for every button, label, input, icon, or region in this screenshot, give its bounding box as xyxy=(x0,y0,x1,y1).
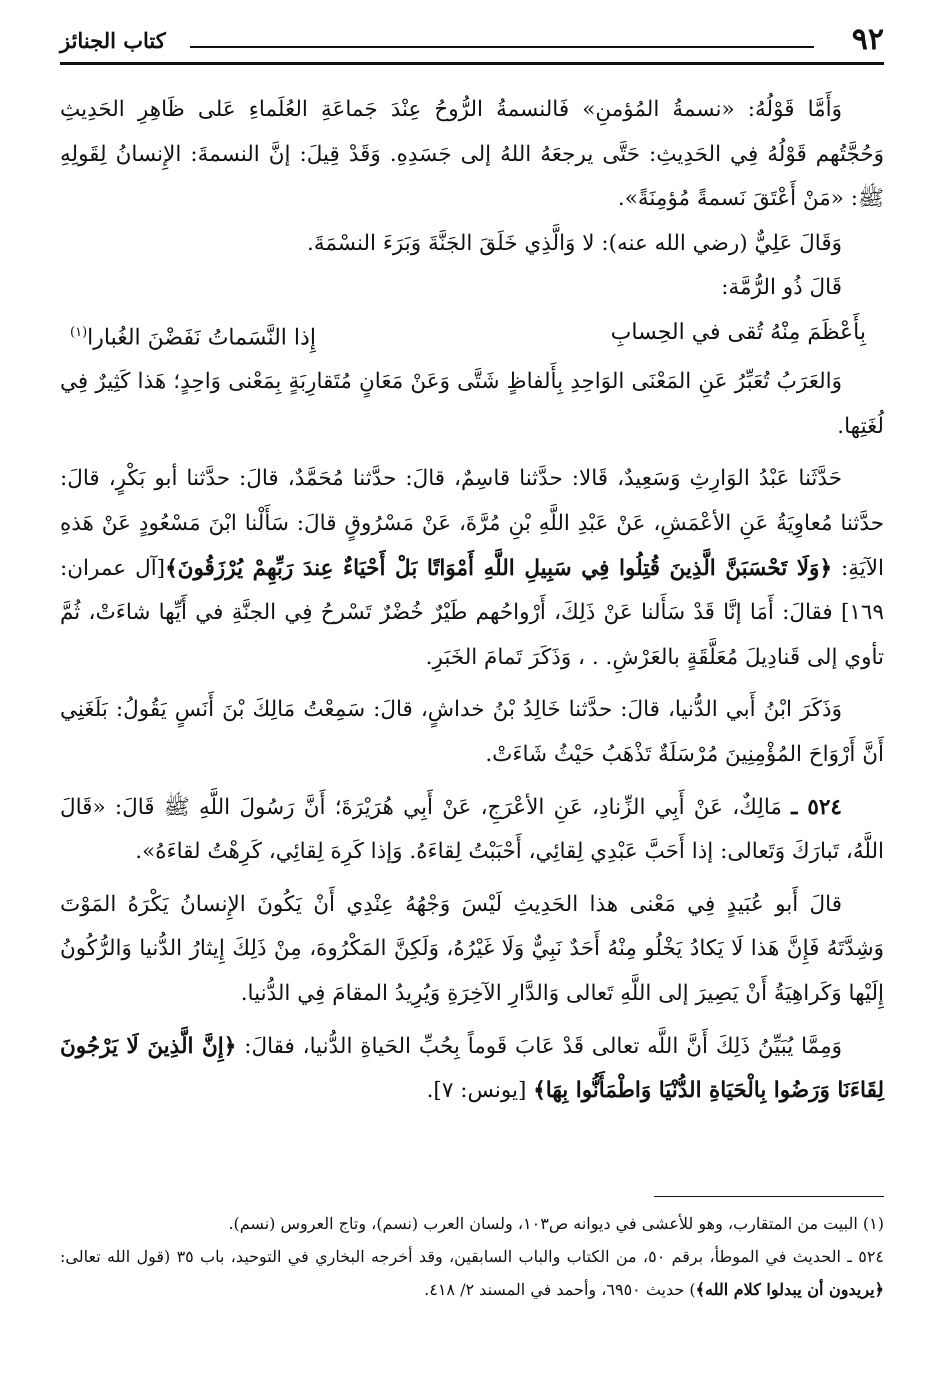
hadith-number: ٥٢٤ ـ xyxy=(791,794,842,820)
hadith-chain: حَدَّثَنا عَبْدُ الوَارِثِ وَسَعِيدٌ، قَالا: حدَّثنا قاسِمٌ، قالَ: حدَّثنا مُحَمَّدٌ، قالَ: حدَّثنا أبو بَكْرٍ، قالَ: حدَّثنا مُعاوِيَةُ عَنِ الأعْمَشِ، عَنْ عَبْدِ اللَّهِ بْنِ مُرَّةَ، عَنْ مَسْرُوقٍ قالَ: سَأَلْنا ابْنَ مَسْعُودٍ عَنْ هَذهِ الآيَةِ: xyxy=(60,466,884,581)
paragraph-hadith-524 xyxy=(60,786,884,875)
paragraph-ibn-abi-dunya: وَذَكَرَ ابْنُ أَبي الدُّنيا، قالَ: حدَّثنا خَالِدُ بْنُ خداشٍ، قالَ: سَمِعْتُ مَالِكَ بْنَ أَنَسٍ يَقُولُ: بَلَغَنِي أَنَّ أَرْوَاحَ المُؤْمِنِينَ مُرْسَلَةٌ تَذْهَبُ حَيْثُ شَاءَتْ. xyxy=(60,697,884,768)
poetry-verse xyxy=(60,311,884,360)
paragraph-quran-yunus xyxy=(60,1025,884,1114)
quran-verse-yunus: ﴿إِنَّ الَّذِينَ لَا يَرْجُونَ لِقَاءَنَا وَرَضُوا بِالْحَيَاةِ الدُّنْيَا وَاطْمَأَنُّوا بِهَا﴾ xyxy=(60,1033,884,1104)
main-text xyxy=(60,88,884,1114)
paragraph-hadith-masruq xyxy=(60,457,884,680)
footnote-marker: (١) xyxy=(70,324,88,340)
paragraph-poet-intro: قَالَ ذُو الرُّمَّة: xyxy=(721,275,842,301)
footnote-524 xyxy=(60,1240,884,1306)
page-header xyxy=(60,18,884,62)
footnote-524-text: ٥٢٤ ـ الحديث في الموطأ، برقم ٥٠، من الكتاب والباب السابقين، وقد أخرجه البخاري في التوحيد، باب ٣٥ (قول الله تعالى: xyxy=(60,1247,884,1266)
verse-first-hemistich: بِأَعْظَمَ مِنْهُ تُقى في الحِسابِ xyxy=(610,319,866,345)
header-divider-short xyxy=(190,46,814,48)
paragraph-abu-ubayd: قالَ أَبو عُبَيدٍ فِي مَعْنى هذا الحَدِيثِ لَيْسَ وَجْهُهُ عِنْدِي أَنْ يَكُونَ الإِنسانُ يَكْرَهُ المَوْتَ وَشِدَّتَهُ فَإِنَّ هَذا لَا يَكادُ يَخْلُو مِنْهُ أَحَدٌ نَبِيٌّ وَلَا غَيْرُهُ، وَلَكِنَّ المَكْرُوهَ، مِنْ ذَلِكَ إِيثارُ الدُّنيا وَالرُّكُونُ إِلَيْها وَكَراهِيَةُ أَنْ يَصِيرَ إلى اللَّهِ تَعالى وَالدَّارِ الآخِرَةِ وَيُرِيدُ المقامَ فِي الدُّنيا. xyxy=(60,891,884,1007)
paragraph-nasama: وَأَمَّا قَوْلُهُ: «نسمةُ المُؤمنِ» فَالنسمةُ الرُّوحُ عِنْدَ جَماعَةِ العُلَماءِ عَلى ظَاهِرِ الحَدِيثِ وَحُجَّتُهم قَوْلُهُ فِي الحَدِيثِ: حَتَّى يرجعَهُ اللهُ إلى جَسَدِهِ. وَقَدْ قِيلَ: إنَّ النسمةَ: الإِنسانُ لِقَولِهِ ﷺ: «مَنْ أَعْتَقَ نَسمةً مُؤمِنَةً». xyxy=(60,97,884,212)
hadith-continuation: [آل عمران: ١٦٩] فقالَ: أَمَا إنَّا قَدْ سَأَلنا عَنْ ذَلِكَ، أَرْواحُهم طَيْرٌ خُضْرٌ تَسْرحُ فِي الجنَّةِ في أَيِّها شاءَتْ، ثُمَّ تأوي إلى قَنادِيلَ مُعَلَّقَةٍ بالعَرْشِ. . ، وَذَكَرَ تَمامَ الخَبَرِ. xyxy=(60,555,884,670)
paragraph-ali: وَقَالَ عَلِيٌّ (رضي الله عنه): لا وَالَّذِي خَلَقَ الجَنَّةَ وَبَرَءَ النسْمَةَ. xyxy=(307,230,842,256)
footnote-1: (١) البيت من المتقارب، وهو للأعشى في ديوانه ص١٠٣، ولسان العرب (نسم)، وتاج العروس (نسم). xyxy=(228,1214,884,1233)
footnote-524-ref: ) حديث ٦٩٥٠، وأحمد في المسند ٢/ ٤١٨. xyxy=(424,1280,696,1299)
footnotes xyxy=(60,1207,884,1306)
header-divider xyxy=(60,62,884,65)
hadith-text: مَالِكٌ، عَنْ أَبِي الزِّنادِ، عَنِ الأعْرَجِ، عَنْ أَبِي هُرَيْرَةَ؛ أَنَّ رَسُولَ اللَّهِ ﷺ قَالَ: «قَالَ اللَّهُ، تَبارَكَ وَتَعالى: إذا أَحَبَّ عَبْدِي لِقائِي، أَحْبَبْتُ لِقاءَهُ. وَإذا كَرِهَ لِقائِي، كَرِهْتُ لقاءَهُ». xyxy=(60,794,884,865)
yunus-reference: [يونس: ٧]. xyxy=(426,1078,527,1104)
verse-second-hemistich xyxy=(70,311,316,360)
quran-verse-al-imran: ﴿وَلَا تَحْسَبَنَّ الَّذِينَ قُتِلُوا فِي سَبِيلِ اللَّهِ أَمْوَاتًا بَلْ أَحْيَاءٌ عِندَ رَبِّهِمْ يُرْزَقُونَ﴾ xyxy=(165,555,833,581)
page-number: ٩٢ xyxy=(851,22,884,57)
book-title: كتاب الجنائز xyxy=(60,28,166,53)
footnote-524-quran: ﴿يريدون أن يبدلوا كلام الله﴾ xyxy=(695,1280,884,1299)
paragraph-arabs: وَالعَرَبُ تُعَبِّرُ عَنِ المَعْنَى الوَاحِدِ بِأَلفاظٍ شَتَّى وَعَنْ مَعَانٍ مُتَقارِبَةٍ بِمَعْنى وَاحِدٍ؛ هَذا كَثِيرٌ فِي لُغَتِها. xyxy=(60,369,884,439)
verse-second-text: إِذا النَّسَماتُ نَفَضْنَ الغُبارا xyxy=(87,325,316,351)
footnote-divider xyxy=(654,1196,884,1197)
yunus-intro: وَمِمَّا يُبَيِّنُ ذَلِكَ أَنَّ اللَّه تعالى قَدْ عَابَ قَوماً بِحُبِّ الحَياةِ الدُّنيا، فقالَ: xyxy=(244,1033,842,1059)
